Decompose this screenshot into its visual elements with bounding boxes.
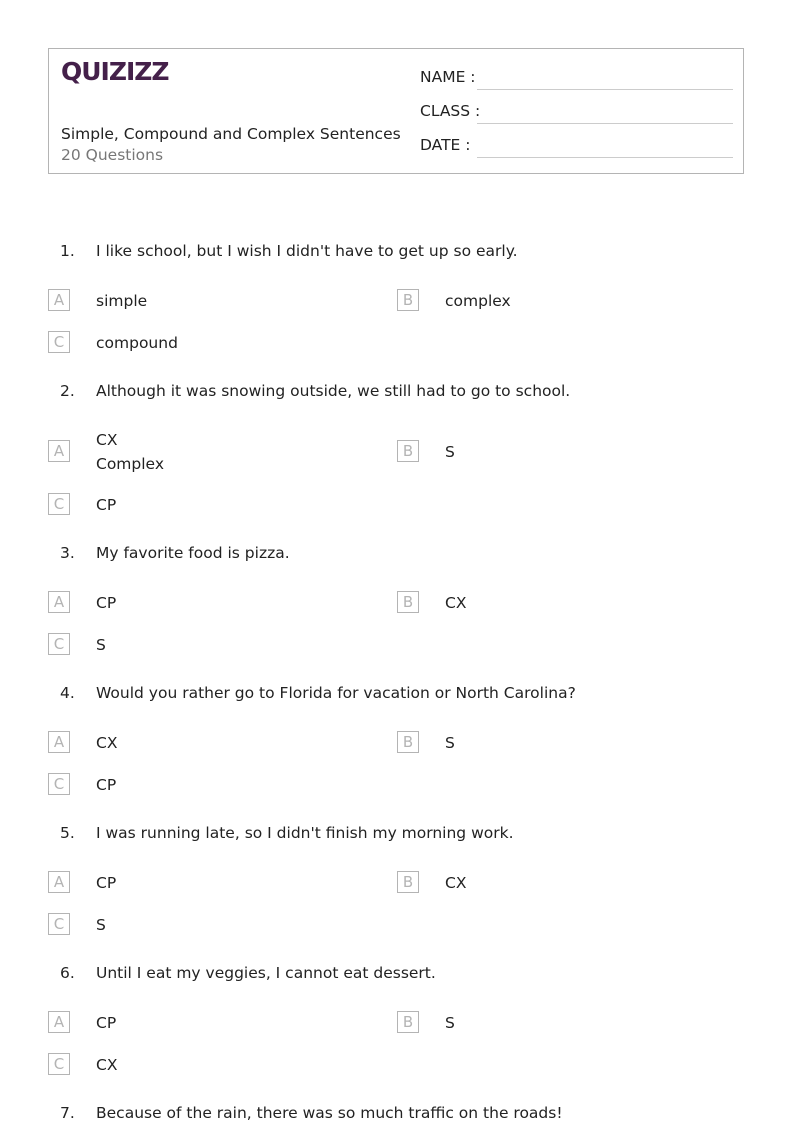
option-text: CP [96,1014,117,1032]
option-letter-box[interactable]: A [48,871,70,893]
option-text: CP [96,496,117,514]
name-line [477,89,733,90]
question-text: Because of the rain, there was so much traffic on the roads! [96,1104,563,1122]
option-letter-box[interactable]: A [48,731,70,753]
option-letter-box[interactable]: C [48,773,70,795]
question-number: 4. [60,684,75,702]
option-letter-box[interactable]: A [48,289,70,311]
option-letter-box[interactable]: A [48,440,70,462]
option-letter-box[interactable]: B [397,731,419,753]
option-letter-box[interactable]: C [48,633,70,655]
option-text: CX [445,594,467,612]
date-line [477,157,733,158]
question-number: 6. [60,964,75,982]
class-label: CLASS : [420,102,481,120]
option-text: simple [96,292,148,310]
option-text: CX [445,874,467,892]
question-number: 5. [60,824,75,842]
option-text: compound [96,334,178,352]
worksheet-header [48,48,744,174]
option-text: S [445,734,455,752]
option-text: S [445,1014,455,1032]
question-number: 7. [60,1104,75,1122]
option-letter-box[interactable]: C [48,1053,70,1075]
question-number: 1. [60,242,75,260]
option-text: CP [96,594,117,612]
option-text: CX [96,1056,118,1074]
date-label: DATE : [420,136,471,154]
option-text: S [445,443,455,461]
name-label: NAME : [420,68,476,86]
question-text: Would you rather go to Florida for vacation or North Carolina? [96,684,576,702]
option-text: CX Complex [96,431,164,473]
option-letter-box[interactable]: B [397,871,419,893]
question-text: Until I eat my veggies, I cannot eat dessert. [96,964,436,982]
option-text: S [96,636,106,654]
option-letter-box[interactable]: C [48,913,70,935]
option-text: CP [96,776,117,794]
option-letter-box[interactable]: C [48,493,70,515]
option-letter-box[interactable]: A [48,591,70,613]
class-line [477,123,733,124]
option-letter-box[interactable]: B [397,289,419,311]
option-text: S [96,916,106,934]
question-text: I like school, but I wish I didn't have to get up so early. [96,242,518,260]
question-number: 3. [60,544,75,562]
worksheet-title: Simple, Compound and Complex Sentences [61,125,401,143]
quizizz-logo: QUIZIZZ [61,57,169,86]
option-text: CP [96,874,117,892]
option-text: complex [445,292,511,310]
option-letter-box[interactable]: A [48,1011,70,1033]
question-text: I was running late, so I didn't finish my morning work. [96,824,514,842]
option-letter-box[interactable]: B [397,1011,419,1033]
question-count: 20 Questions [61,146,164,164]
option-letter-box[interactable]: B [397,440,419,462]
option-letter-box[interactable]: B [397,591,419,613]
question-text: My favorite food is pizza. [96,544,290,562]
option-letter-box[interactable]: C [48,331,70,353]
question-text: Although it was snowing outside, we still had to go to school. [96,382,571,400]
question-number: 2. [60,382,75,400]
option-text: CX [96,734,118,752]
